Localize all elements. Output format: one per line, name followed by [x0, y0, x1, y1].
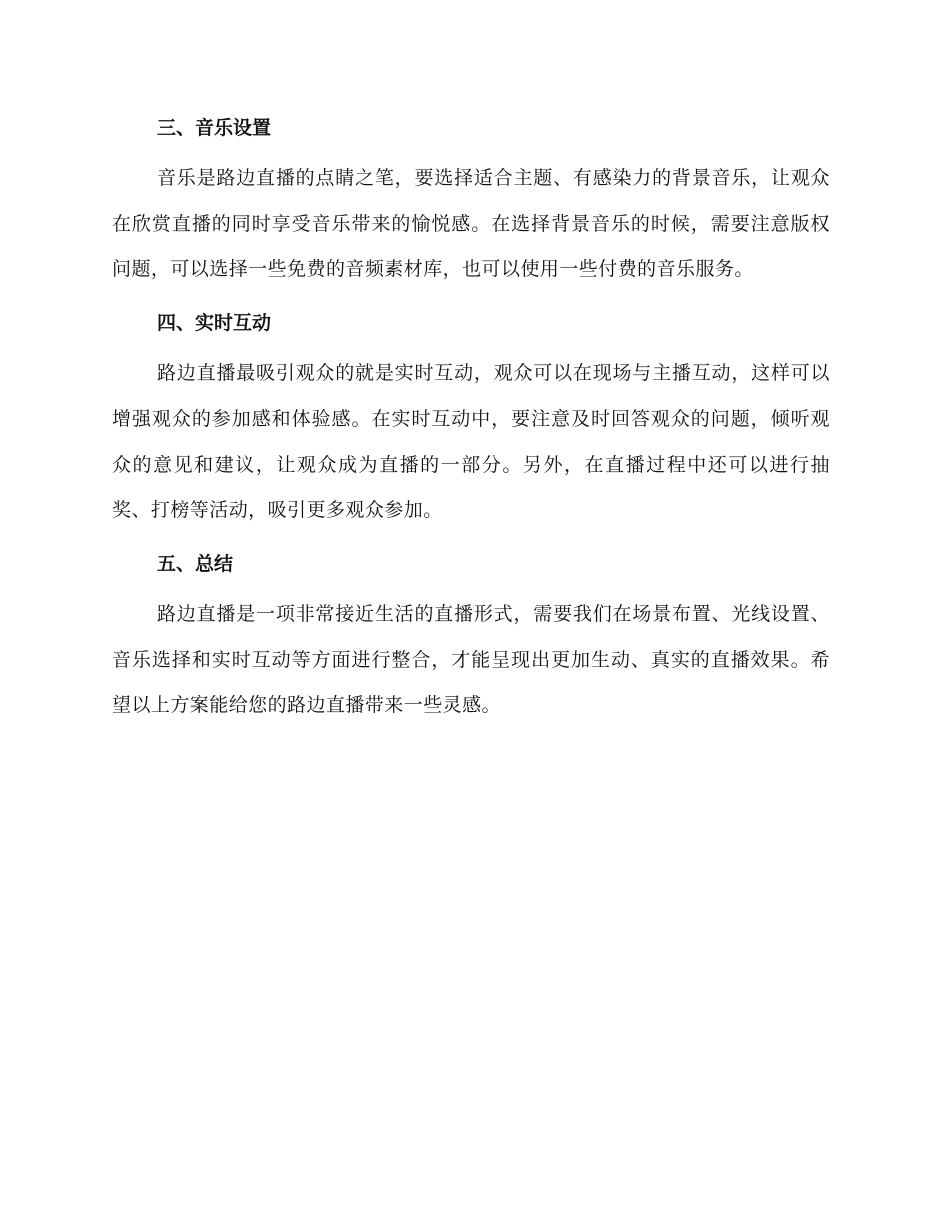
- spacer: [112, 339, 830, 351]
- section-heading-music: 三、音乐设置: [157, 117, 272, 139]
- section-heading-summary: 五、总结: [157, 552, 234, 575]
- section-paragraph-interaction: 路边直播最吸引观众的就是实时互动，观众可以在现场与主播互动，这样可以增强观众的参加感和体验感。在实时互动中，要注意及时回答观众的问题，倾听观众的意见和建议，让观众成为直播的一部分。另外，在直播过程中还可以进行抽奖、打榜等活动，吸引更多观众参加。: [112, 362, 830, 522]
- spacer: [112, 293, 830, 307]
- section-paragraph-music: 音乐是路边直播的点睛之笔，要选择适合主题、有感染力的背景音乐，让观众在欣赏直播的同时享受音乐带来的愉悦感。在选择背景音乐的时候，需要注意版权问题，可以选择一些免费的音频素材库，也可以使用一些付费的音乐服务。: [112, 167, 830, 281]
- section-heading-interaction: 四、实时互动: [157, 312, 272, 335]
- section-paragraph-summary: 路边直播是一项非常接近生活的直播形式，需要我们在场景布置、光线设置、音乐选择和实时互动等方面进行整合，才能呈现出更加生动、真实的直播效果。希望以上方案能给您的路边直播带来一些灵感。: [112, 602, 830, 717]
- document-page: [112, 112, 830, 729]
- spacer: [112, 144, 830, 156]
- spacer: [112, 534, 830, 548]
- spacer: [112, 580, 830, 592]
